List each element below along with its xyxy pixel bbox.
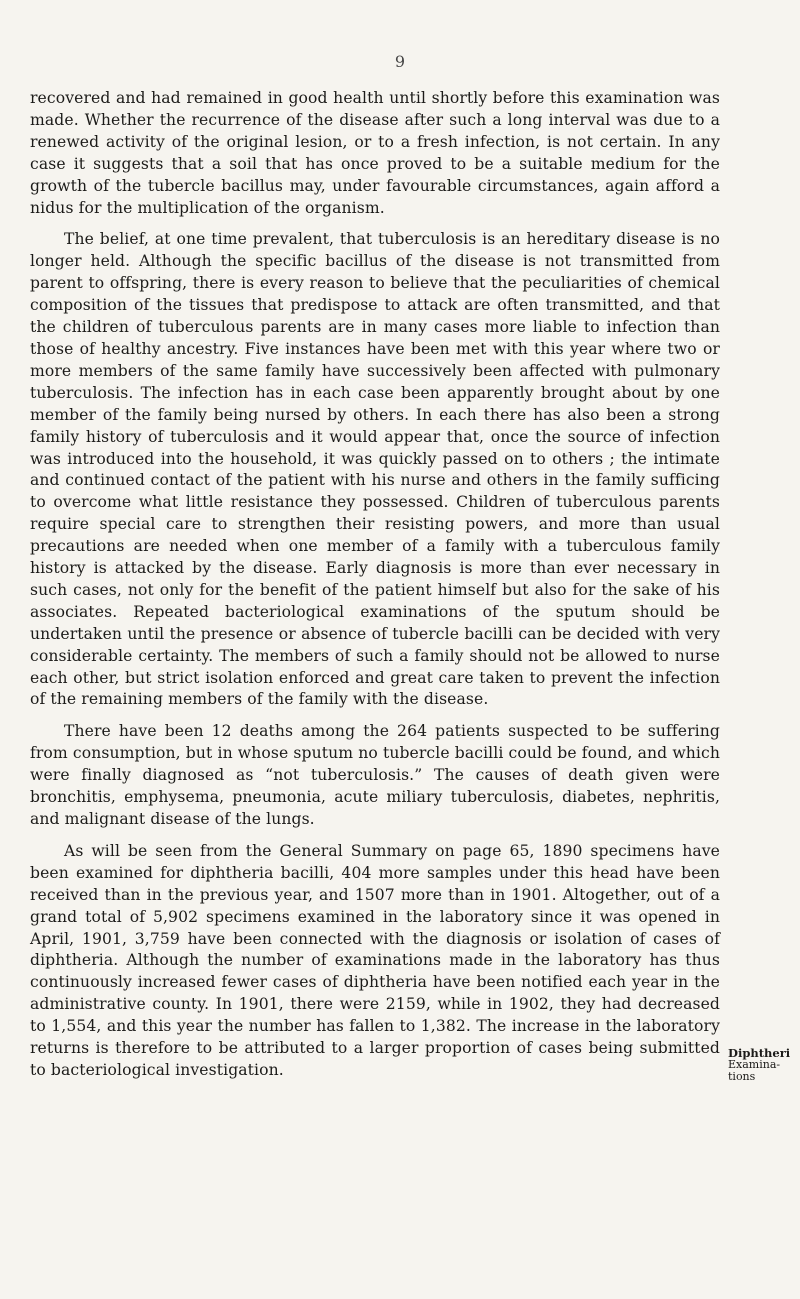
- margin-note-line: Examina-: [728, 1058, 781, 1071]
- margin-note-line: tions: [728, 1070, 756, 1083]
- paragraph-deaths: There have been 12 deaths among the 264 patients suspected to be suffering from consumption, but in whose sputum no tubercle bacilli could be found, and which were finally diagnosed as “not tuberculosis.” The causes of death given were bronchitis, emphysema, pneumonia, acute miliary tuberculosis, diabetes, nephritis, and malignant disease of the lungs.: [30, 722, 720, 828]
- margin-note: [728, 1047, 800, 1083]
- paragraph-heredity: The belief, at one time prevalent, that tuberculosis is an hereditary disease is no longer held. Although the specific bacillus of the disease is not transmitted from parent to offspring, there is every reason to believe that the peculiarities of chemical composition of the tissues that predispose to attack are often transmitted, and that the children of tuberculous parents are in many cases more liable to infection than those of healthy ancestry. Five instances have been met with this year where two or more members of the same family have successively been affected with pulmonary tuberculosis. The infection has in each case been apparently brought about by one member of the family being nursed by others. In each there has also been a strong family history of tuberculosis and it would appear that, once the source of infection was introduced into the household, it was quickly passed on to others ; the intimate and continued contact of the patient with his nurse and others in the family sufficing to overcome what little resistance they possessed. Children of tuberculous parents require special care to strengthen their resisting powers, and more than usual precautions are needed when one member of a family with a tuberculous family history is attacked by the disease. Early diagnosis is more than ever necessary in such cases, not only for the benefit of the patient himself but also for the sake of his associates. Repeated bacteriological examinations of the sputum should be undertaken until the presence or absence of tubercle bacilli can be decided with very considerable certainty. The members of such a family should not be allowed to nurse each other, but strict isolation enforced and great care taken to prevent the infection of the remaining members of the family with the disease.: [30, 230, 720, 709]
- margin-note-line: Diphtheri: [728, 1046, 791, 1060]
- paragraph-continuation: recovered and had remained in good health until shortly before this examination was made. Whether the recurrence of the disease after such a long interval was due to a renewed activity of the original lesion, or to a fresh infection, is not certain. In any case it suggests that a soil that has once proved to be a suitable medium for the growth of the tubercle bacillus may, under favourable circumstances, again afford a nidus for the multiplication of the organism.: [30, 89, 720, 217]
- page-number: 9: [394, 52, 406, 71]
- body-text: [30, 88, 720, 1082]
- paragraph-diphtheria: As will be seen from the General Summary on page 65, 1890 specimens have been examined for diphtheria bacilli, 404 more samples under this head have been received than in the previous year, and 1507 more than in 1901. Altogether, out of a grand total of 5,902 specimens examined in the laboratory since it was opened in April, 1901, 3,759 have been connected with the diagnosis or isolation of cases of diphtheria. Although the number of examinations made in the laboratory has thus continuously increased fewer cases of diphtheria have been notified each year in the administrative county. In 1901, there were 2159, while in 1902, they had decreased to 1,554, and this year the number has fallen to 1,382. The increase in the laboratory returns is therefore to be attributed to a larger proportion of cases being submitted to bacteriological investigation.: [30, 841, 720, 1079]
